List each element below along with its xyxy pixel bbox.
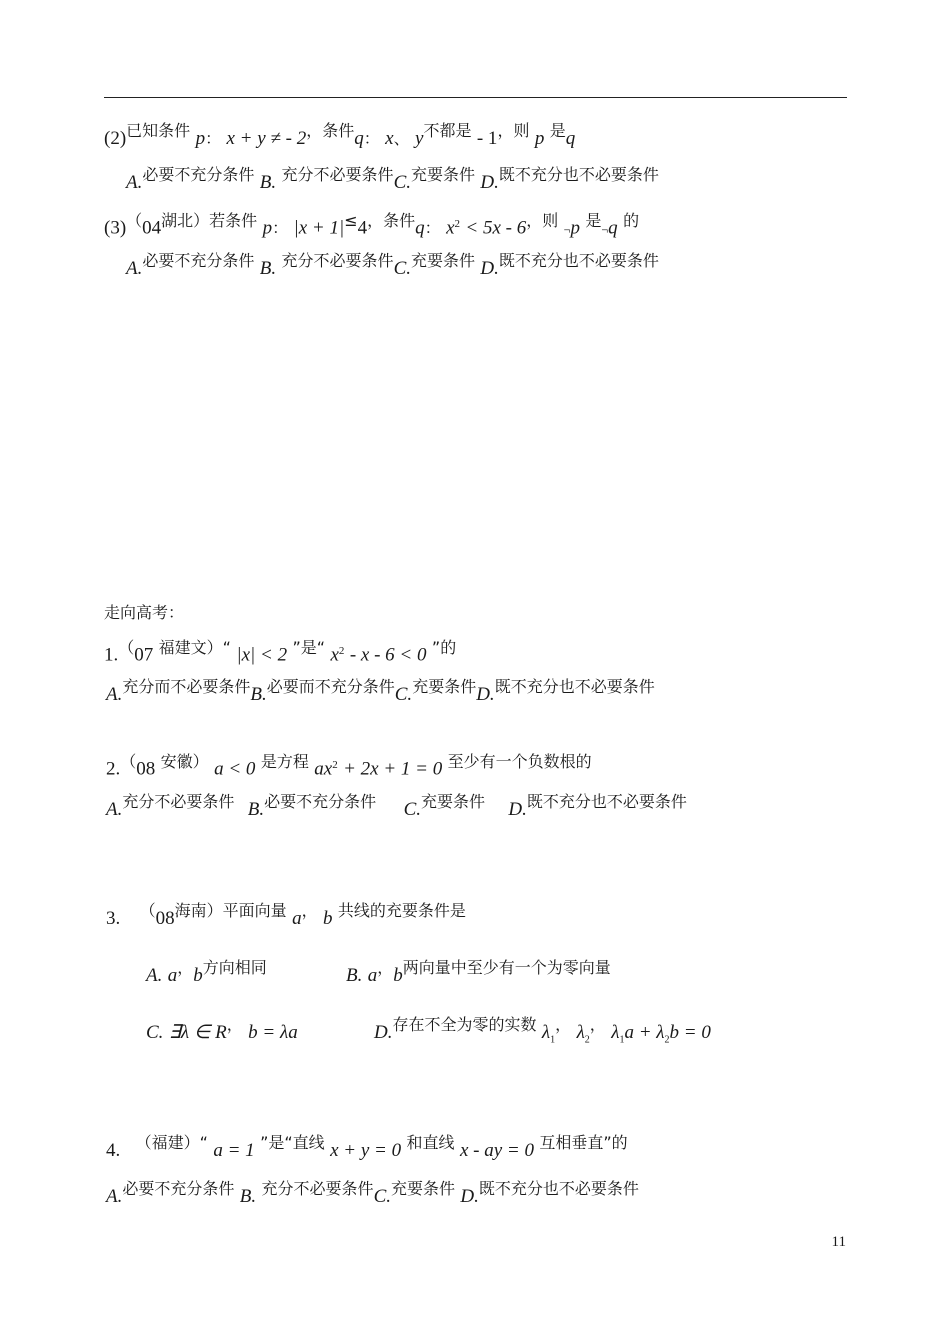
problem-4-options: A.必要不充分条件 B. 充分不必要条件C.充要条件 D.既不充分也不必要条件	[106, 1179, 639, 1207]
problem-3-stem: 3. （08海南）平面向量 a， b 共线的充要条件是	[106, 901, 466, 929]
problem-1-stem: 1.（07 福建文）“ |x| < 2 ”是“ $x^2 - x - 6 < 0$ ”的	[104, 637, 457, 666]
page-number: 11	[831, 1234, 846, 1250]
problem-2-stem: 2.（08 安徽） a < 0 是方程 $ax^2 + 2x + 1 = 0$ 至少有一个负数根的	[106, 751, 592, 780]
question-number: (3)	[104, 217, 127, 239]
section-heading: 走向高考：	[104, 603, 185, 622]
problem-4-stem: 4. （福建）“ a = 1 ”是“直线 x + y = 0 和直线 x - ay = 0 互相垂直”的	[106, 1133, 628, 1161]
question-3-stem: (3)（04湖北）若条件 p： |x + 1|≤4，条件q： $x^2 < 5x - 6$，则 ¬p 是¬q 的	[104, 210, 640, 239]
problem-3-option-d: D.存在不全为零的实数 $\lambda_1$， $\lambda_2$， $\lambda_1a + \lambda_2b = 0$	[374, 1015, 711, 1046]
problem-2-options: A.充分不必要条件 B.必要不充分条件 C.充要条件 D.既不充分也不必要条件	[106, 792, 687, 820]
question-2-options: A.必要不充分条件 B. 充分不必要条件C.充要条件 D.既不充分也不必要条件	[126, 165, 659, 193]
problem-1-options: A.充分而不必要条件B.必要而不充分条件C.充要条件D.既不充分也不必要条件	[106, 677, 655, 705]
problem-3-option-b: B. a，b两向量中至少有一个为零向量	[346, 958, 611, 986]
question-3-options: A.必要不充分条件 B. 充分不必要条件C.充要条件 D.既不充分也不必要条件	[126, 251, 659, 279]
question-2-stem: (2)已知条件 p： x + y ≠ - 2，条件q： x、 y不都是 - 1，则 p 是q	[104, 121, 576, 149]
header-rule	[104, 97, 847, 98]
problem-3-option-c: C. ∃λ ∈ R， b = λa	[146, 1015, 298, 1043]
problem-3-option-a: A. a，b方向相同	[146, 958, 267, 986]
question-number: (2)	[104, 128, 127, 149]
